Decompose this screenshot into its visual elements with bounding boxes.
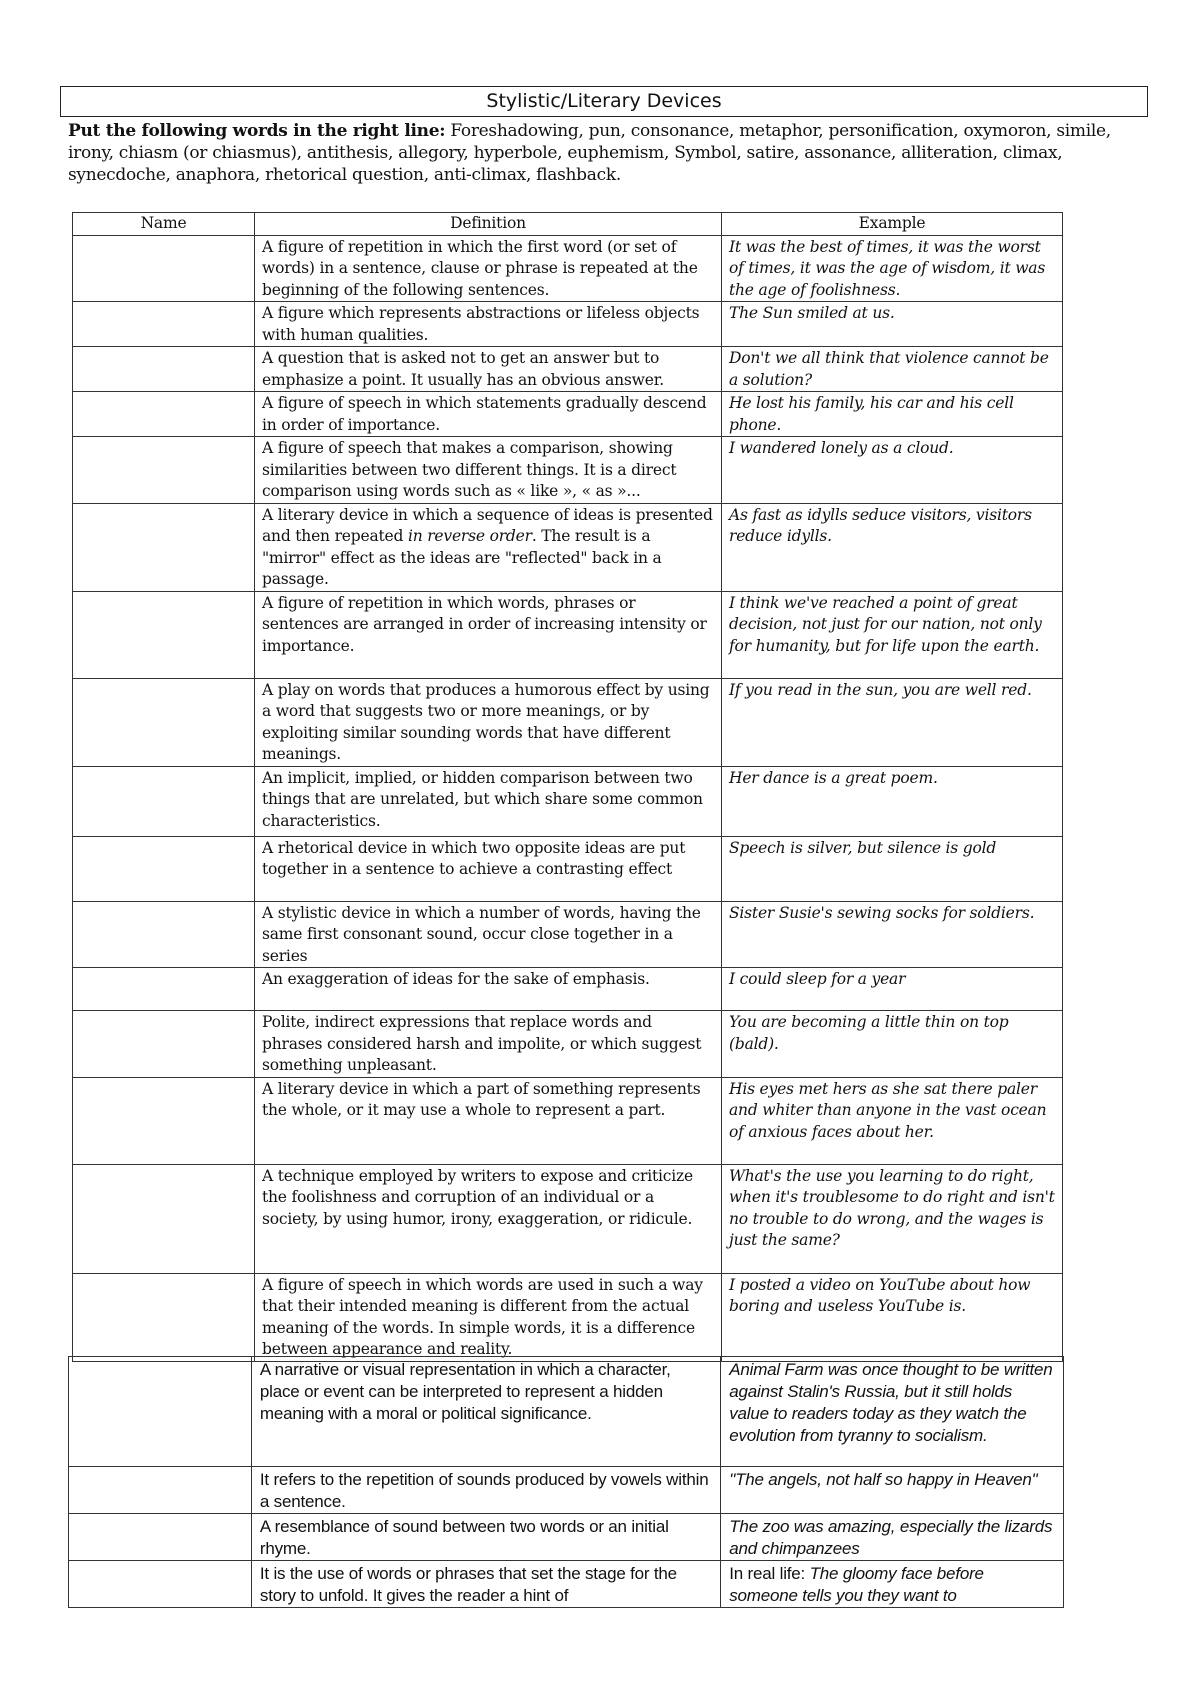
table-row (73, 766, 1063, 836)
name-cell[interactable] (73, 1164, 255, 1273)
name-cell[interactable] (73, 1077, 255, 1164)
name-cell[interactable] (69, 1467, 252, 1514)
example-cell: You are becoming a little thin on top (bald). (722, 1011, 1063, 1078)
example-cell: Speech is silver, but silence is gold (722, 836, 1063, 901)
definition-cell: A question that is asked not to get an answer but to emphasize a point. It usually has an obvious answer. (255, 347, 722, 392)
name-cell[interactable] (73, 437, 255, 504)
example-cell: He lost his family, his car and his cell phone. (722, 392, 1063, 437)
devices-table-continued (68, 1356, 1064, 1608)
table-row (73, 235, 1063, 302)
table-row (73, 901, 1063, 968)
table-row (69, 1561, 1064, 1608)
name-cell[interactable] (69, 1514, 252, 1561)
name-cell[interactable] (73, 836, 255, 901)
name-cell[interactable] (73, 968, 255, 1011)
table-row (73, 836, 1063, 901)
table-row (73, 1011, 1063, 1078)
table-row (69, 1514, 1064, 1561)
definition-cell: A figure which represents abstractions or lifeless objects with human qualities. (255, 302, 722, 347)
example-cell: If you read in the sun, you are well red. (722, 678, 1063, 766)
example-text: The gloomy face before someone tells you they want to (729, 1564, 984, 1605)
definition-cell: A technique employed by writers to expose and criticize the foolishness and corruption of an individual or a society, by using humor, irony, exaggeration, or ridicule. (255, 1164, 722, 1273)
definition-cell: A figure of speech in which words are used in such a way that their intended meaning is different from the actual meaning of the words. In simple words, it is a difference between appearance and reality. (255, 1273, 722, 1361)
table-row (73, 503, 1063, 591)
definition-cell: A rhetorical device in which two opposite ideas are put together in a sentence to achieve a contrasting effect (255, 836, 722, 901)
example-prefix: In real life: (729, 1564, 810, 1583)
definition-cell: A stylistic device in which a number of words, having the same first consonant sound, occur close together in a series (255, 901, 722, 968)
example-cell: I think we've reached a point of great decision, not just for our nation, not only for humanity, but for life upon the earth. (722, 591, 1063, 678)
name-cell[interactable] (73, 1273, 255, 1361)
definition-cell: A figure of speech that makes a comparison, showing similarities between two different things. It is a direct comparison using words such as « like », « as »... (255, 437, 722, 504)
name-cell[interactable] (69, 1561, 252, 1608)
table-row (73, 1077, 1063, 1164)
table-row (73, 968, 1063, 1011)
example-cell: What's the use you learning to do right, when it's troublesome to do right and isn't no trouble to do wrong, and the wages is just the same? (722, 1164, 1063, 1273)
name-cell[interactable] (73, 392, 255, 437)
header-name: Name (73, 213, 255, 236)
definition-cell: A narrative or visual representation in which a character, place or event can be interpreted to represent a hidden meaning with a moral or political significance. (251, 1357, 720, 1467)
definition-cell: A figure of repetition in which words, phrases or sentences are arranged in order of increasing intensity or importance. (255, 591, 722, 678)
example-cell: I posted a video on YouTube about how boring and useless YouTube is. (722, 1273, 1063, 1361)
definition-cell: A literary device in which a part of something represents the whole, or it may use a whole to represent a part. (255, 1077, 722, 1164)
instructions-lead: Put the following words in the right line: (68, 121, 446, 141)
name-cell[interactable] (73, 503, 255, 591)
example-cell: As fast as idylls seduce visitors, visitors reduce idylls. (722, 503, 1063, 591)
definition-cell: A resemblance of sound between two words or an initial rhyme. (251, 1514, 720, 1561)
table-row (73, 678, 1063, 766)
table-row (69, 1357, 1064, 1467)
definition-emphasis: in reverse order (407, 527, 532, 545)
definition-text: . The result is a "mirror" effect as the ideas are "reflected" back in a passage. (262, 527, 662, 588)
name-cell[interactable] (73, 766, 255, 836)
definition-cell: An implicit, implied, or hidden comparison between two things that are unrelated, but which share some common characteristics. (255, 766, 722, 836)
name-cell[interactable] (73, 235, 255, 302)
table-row (73, 437, 1063, 504)
page-title: Stylistic/Literary Devices (60, 86, 1148, 117)
definition-cell: Polite, indirect expressions that replace words and phrases considered harsh and impolite, or which suggest something unpleasant. (255, 1011, 722, 1078)
example-cell: Her dance is a great poem. (722, 766, 1063, 836)
table-row (73, 302, 1063, 347)
example-cell: Sister Susie's sewing socks for soldiers. (722, 901, 1063, 968)
example-cell: I wandered lonely as a cloud. (722, 437, 1063, 504)
name-cell[interactable] (73, 591, 255, 678)
example-cell: The zoo was amazing, especially the lizards and chimpanzees (721, 1514, 1064, 1561)
table-row (73, 347, 1063, 392)
example-cell: I could sleep for a year (722, 968, 1063, 1011)
example-cell: The Sun smiled at us. (722, 302, 1063, 347)
table-row (69, 1467, 1064, 1514)
definition-text: A literary device in which a sequence of ideas is presented and then repeated (262, 505, 713, 545)
table-row (73, 591, 1063, 678)
example-cell: "The angels, not half so happy in Heaven" (721, 1467, 1064, 1514)
example-cell: Don't we all think that violence cannot be a solution? (722, 347, 1063, 392)
table-row (73, 392, 1063, 437)
name-cell[interactable] (73, 678, 255, 766)
name-cell[interactable] (69, 1357, 252, 1467)
example-cell: His eyes met hers as she sat there paler and whiter than anyone in the vast ocean of anxious faces about her. (722, 1077, 1063, 1164)
definition-cell: A figure of speech in which statements gradually descend in order of importance. (255, 392, 722, 437)
instructions-word-list: Foreshadowing, pun, consonance, metaphor, personification, oxymoron, simile, irony, chiasm (or chiasmus), antithesis, allegory, hyperbole, euphemism, Symbol, satire, assonance, alliteration, climax, synecdoche, anaphora, rhetorical question, anti-climax, flashback. (68, 121, 1111, 185)
definition-cell: A play on words that produces a humorous effect by using a word that suggests two or more meanings, or by exploiting similar sounding words that have different meanings. (255, 678, 722, 766)
definition-cell (255, 503, 722, 591)
header-example: Example (722, 213, 1063, 236)
devices-table (72, 212, 1063, 1362)
definition-cell: It refers to the repetition of sounds produced by vowels within a sentence. (251, 1467, 720, 1514)
instructions (68, 120, 1148, 186)
name-cell[interactable] (73, 901, 255, 968)
example-cell (721, 1561, 1064, 1608)
example-cell: It was the best of times, it was the worst of times, it was the age of wisdom, it was the age of foolishness. (722, 235, 1063, 302)
table-header-row (73, 213, 1063, 236)
header-definition: Definition (255, 213, 722, 236)
definition-cell: It is the use of words or phrases that set the stage for the story to unfold. It gives the reader a hint of (251, 1561, 720, 1608)
example-cell: Animal Farm was once thought to be written against Stalin's Russia, but it still holds value to readers today as they watch the evolution from tyranny to socialism. (721, 1357, 1064, 1467)
name-cell[interactable] (73, 1011, 255, 1078)
table-row (73, 1164, 1063, 1273)
table-row (73, 1273, 1063, 1361)
name-cell[interactable] (73, 347, 255, 392)
definition-cell: An exaggeration of ideas for the sake of emphasis. (255, 968, 722, 1011)
name-cell[interactable] (73, 302, 255, 347)
definition-cell: A figure of repetition in which the first word (or set of words) in a sentence, clause or phrase is repeated at the beginning of the following sentences. (255, 235, 722, 302)
